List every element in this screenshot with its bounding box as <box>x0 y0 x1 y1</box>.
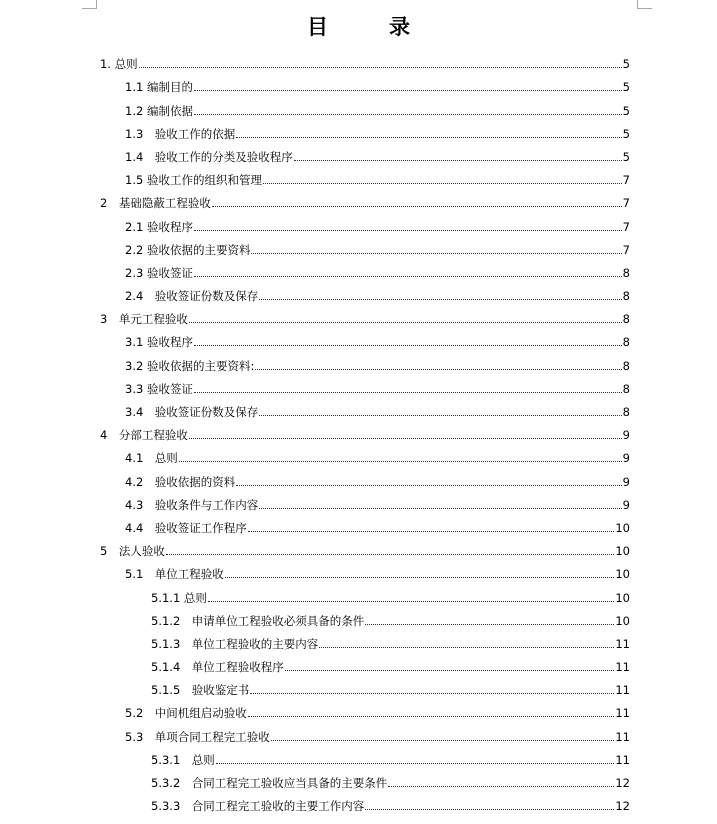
toc-entry-label: 2 基础隐蔽工程验收 <box>100 196 211 211</box>
toc-dot-leader <box>194 89 622 91</box>
toc-entry-page-number: 8 <box>622 381 630 396</box>
toc-dot-leader <box>179 460 622 462</box>
page-corner-mark-left <box>82 0 97 9</box>
toc-entry-label: 2.4 验收签证份数及保存 <box>125 289 259 304</box>
toc-dot-leader <box>255 368 621 370</box>
toc-dot-leader <box>166 553 615 555</box>
toc-entry-label: 1.3 验收工作的依据 <box>125 126 236 141</box>
toc-entry-page-number: 5 <box>622 57 630 72</box>
toc-entry-page-number: 5 <box>622 103 630 118</box>
toc-entry[interactable] <box>0 259 717 282</box>
toc-entry[interactable] <box>0 351 717 374</box>
toc-entry-page-number: 8 <box>622 358 630 373</box>
toc-dot-leader <box>294 159 622 161</box>
toc-dot-leader <box>139 66 622 68</box>
toc-entry[interactable] <box>0 699 717 722</box>
toc-entry-page-number: 9 <box>622 451 630 466</box>
table-of-contents <box>0 50 717 815</box>
toc-entry-page-number: 8 <box>622 265 630 280</box>
toc-entry-page-number: 11 <box>615 683 630 698</box>
toc-entry[interactable] <box>0 722 717 745</box>
toc-dot-leader <box>189 437 622 439</box>
toc-dot-leader <box>259 507 621 509</box>
toc-entry[interactable] <box>0 73 717 96</box>
toc-dot-leader <box>194 275 622 277</box>
toc-entry-label: 5.1.2 申请单位工程验收必须具备的条件 <box>151 613 365 628</box>
toc-dot-leader <box>271 739 615 741</box>
toc-entry[interactable] <box>0 212 717 235</box>
toc-dot-leader <box>236 136 621 138</box>
toc-entry-page-number: 7 <box>622 242 630 257</box>
toc-entry-page-number: 8 <box>622 289 630 304</box>
toc-entry-label: 5.3.3 合同工程完工验收的主要工作内容 <box>151 799 365 814</box>
toc-dot-leader <box>189 321 622 323</box>
toc-entry-page-number: 11 <box>615 729 630 744</box>
toc-entry-page-number: 9 <box>622 474 630 489</box>
toc-entry-page-number: 5 <box>622 126 630 141</box>
toc-dot-leader <box>236 484 621 486</box>
toc-entry-label: 5.3.1 总则 <box>151 752 215 767</box>
toc-entry-label: 4.4 验收签证工作程序 <box>125 520 247 535</box>
toc-entry-label: 1. 总则 <box>100 57 138 72</box>
toc-entry-label: 5.1 单位工程验收 <box>125 567 224 582</box>
toc-entry-page-number: 11 <box>615 752 630 767</box>
toc-entry-label: 3.2 验收依据的主要资料: <box>125 358 255 373</box>
toc-entry-page-number: 8 <box>622 335 630 350</box>
toc-entry[interactable] <box>0 375 717 398</box>
toc-entry[interactable] <box>0 514 717 537</box>
toc-entry[interactable] <box>0 583 717 606</box>
toc-entry-page-number: 10 <box>615 613 630 628</box>
toc-dot-leader <box>365 808 614 810</box>
toc-entry[interactable] <box>0 96 717 119</box>
toc-entry-label: 1.2 编制依据 <box>125 103 193 118</box>
toc-entry[interactable] <box>0 398 717 421</box>
toc-dot-leader <box>263 182 622 184</box>
toc-entry[interactable] <box>0 560 717 583</box>
toc-entry[interactable] <box>0 607 717 630</box>
toc-entry-label: 5.1.4 单位工程验收程序 <box>151 660 284 675</box>
toc-entry-page-number: 10 <box>615 590 630 605</box>
toc-entry[interactable] <box>0 537 717 560</box>
toc-entry[interactable] <box>0 676 717 699</box>
toc-entry-label: 2.2 验收依据的主要资料 <box>125 242 251 257</box>
toc-entry-label: 5.2 中间机组启动验收 <box>125 706 247 721</box>
toc-entry[interactable] <box>0 491 717 514</box>
toc-entry[interactable] <box>0 189 717 212</box>
toc-dot-leader <box>212 205 622 207</box>
toc-dot-leader <box>194 229 622 231</box>
toc-entry[interactable] <box>0 467 717 490</box>
toc-entry-label: 3.3 验收签证 <box>125 381 193 396</box>
toc-entry-label: 4.1 总则 <box>125 451 178 466</box>
toc-entry[interactable] <box>0 328 717 351</box>
toc-entry-label: 2.3 验收签证 <box>125 265 193 280</box>
toc-dot-leader <box>208 600 614 602</box>
toc-entry-page-number: 9 <box>622 497 630 512</box>
toc-entry-label: 4.2 验收依据的资料 <box>125 474 236 489</box>
toc-dot-leader <box>194 113 622 115</box>
toc-dot-leader <box>216 762 615 764</box>
toc-entry[interactable] <box>0 166 717 189</box>
toc-entry-label: 4.3 验收条件与工作内容 <box>125 497 259 512</box>
toc-dot-leader <box>194 391 622 393</box>
toc-dot-leader <box>388 785 614 787</box>
toc-entry-label: 3.1 验收程序 <box>125 335 193 350</box>
toc-entry[interactable] <box>0 630 717 653</box>
toc-entry-label: 5.3.2 合同工程完工验收应当具备的主要条件 <box>151 776 388 790</box>
toc-entry-page-number: 10 <box>615 520 630 535</box>
toc-entry-label: 1.1 编制目的 <box>125 80 193 95</box>
toc-entry-label: 1.5 验收工作的组织和管理 <box>125 173 262 188</box>
toc-entry-page-number: 10 <box>615 544 630 559</box>
toc-entry-page-number: 5 <box>622 149 630 164</box>
toc-dot-leader <box>259 298 621 300</box>
toc-entry[interactable] <box>0 792 717 815</box>
toc-entry[interactable] <box>0 305 717 328</box>
toc-entry-page-number: 7 <box>622 196 630 211</box>
toc-entry-label: 5 法人验收 <box>100 544 165 559</box>
toc-dot-leader <box>251 252 621 254</box>
toc-entry[interactable] <box>0 236 717 259</box>
toc-entry-label: 3.4 验收签证份数及保存 <box>125 405 259 419</box>
toc-entry-label: 2.1 验收程序 <box>125 219 193 234</box>
toc-entry-label: 5.1.5 验收鉴定书 <box>151 683 250 698</box>
toc-entry[interactable] <box>0 421 717 444</box>
toc-entry-page-number: 12 <box>615 776 630 790</box>
toc-dot-leader <box>248 530 615 532</box>
toc-dot-leader <box>225 576 615 578</box>
toc-entry[interactable] <box>0 444 717 467</box>
toc-entry-page-number: 7 <box>622 219 630 234</box>
toc-entry[interactable] <box>0 50 717 73</box>
toc-entry-page-number: 9 <box>622 428 630 443</box>
toc-entry-page-number: 5 <box>622 80 630 95</box>
toc-dot-leader <box>365 623 614 625</box>
toc-entry-label: 1.4 验收工作的分类及验收程序 <box>125 149 293 164</box>
toc-entry[interactable] <box>0 653 717 676</box>
toc-dot-leader <box>319 646 614 648</box>
toc-entry[interactable] <box>0 143 717 166</box>
toc-dot-leader <box>194 344 622 346</box>
page-corner-mark-right <box>637 0 652 9</box>
toc-title: 目 录 <box>307 14 430 39</box>
toc-entry-label: 5.1.3 单位工程验收的主要内容 <box>151 636 319 651</box>
toc-dot-leader <box>248 715 615 717</box>
toc-entry-label: 5.1.1 总则 <box>151 590 207 605</box>
toc-entry[interactable] <box>0 769 717 792</box>
toc-entry-page-number: 10 <box>615 567 630 582</box>
toc-entry-label: 4 分部工程验收 <box>100 428 188 443</box>
toc-entry-page-number: 11 <box>615 636 630 651</box>
toc-entry-page-number: 8 <box>622 312 630 327</box>
toc-entry-page-number: 11 <box>615 660 630 675</box>
toc-dot-leader <box>250 692 614 694</box>
toc-entry-page-number: 7 <box>622 173 630 188</box>
toc-entry-page-number: 8 <box>622 405 630 419</box>
toc-entry-page-number: 11 <box>615 706 630 721</box>
toc-dot-leader <box>285 669 615 671</box>
toc-entry[interactable] <box>0 282 717 305</box>
toc-entry[interactable] <box>0 746 717 769</box>
toc-entry-page-number: 12 <box>615 799 630 814</box>
toc-entry-label: 5.3 单项合同工程完工验收 <box>125 729 270 744</box>
toc-entry-label: 3 单元工程验收 <box>100 312 188 327</box>
toc-dot-leader <box>259 414 621 416</box>
toc-entry[interactable] <box>0 120 717 143</box>
